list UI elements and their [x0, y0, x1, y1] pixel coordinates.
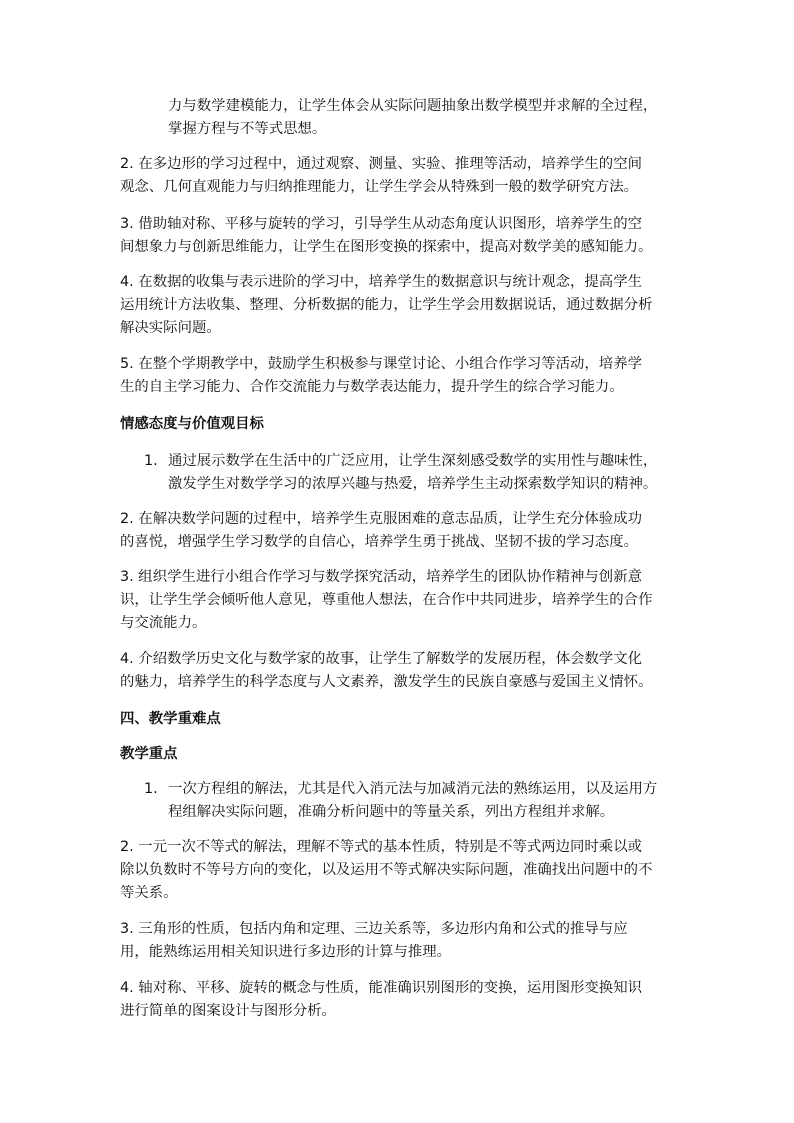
list-item: 通过展示数学在生活中的广泛应用，让学生深刻感受数学的实用性与趣味性， 激发学生对数学学习的浓厚兴趣与热爱，培养学生主动探索数学知识的精神。: [168, 453, 658, 492]
list-item: 5. 在整个学期教学中，鼓励学生积极参与课堂讨论、小组合作学习等活动，培养学 生的自主学习能力、合作交流能力与数学表达能力，提升学生的综合学习能力。: [120, 356, 642, 395]
list-item: 3. 借助轴对称、平移与旋转的学习，引导学生从动态角度认识图形，培养学生的空 间想象力与创新思维能力，让学生在图形变换的探索中，提高对数学美的感知能力。: [120, 216, 653, 255]
paragraph-continuation: 力与数学建模能力，让学生体会从实际问题抽象出数学模型并求解的全过程， 掌握方程与不等式思想。: [168, 98, 658, 137]
list-item: 4. 轴对称、平移、旋转的概念与性质，能准确识别图形的变换，运用图形变换知识 进行简单的图案设计与图形分析。: [120, 980, 642, 1019]
list-item: 一次方程组的解法，尤其是代入消元法与加减消元法的熟练运用，以及运用方 程组解决实际问题，准确分析问题中的等量关系，列出方程组并求解。: [168, 781, 658, 820]
list-item: 4. 在数据的收集与表示进阶的学习中，培养学生的数据意识与统计观念，提高学生 运用统计方法收集、整理、分析数据的能力，让学生学会用数据说话，通过数据分析 解决实际问题。: [120, 274, 653, 336]
list-item: 2. 一元一次不等式的解法，理解不等式的基本性质，特别是不等式两边同时乘以或 除以负数时不等号方向的变化，以及运用不等式解决实际问题，准确找出问题中的不 等关系。: [120, 839, 653, 901]
list-item: 2. 在多边形的学习过程中，通过观察、测量、实验、推理等活动，培养学生的空间 观念、几何直观能力与归纳推理能力，让学生学会从特殊到一般的数学研究方法。: [120, 156, 642, 195]
list-number: 1.: [144, 781, 158, 797]
section-heading-emotion: 情感态度与价值观目标: [120, 416, 264, 432]
list-item: 4. 介绍数学历史文化与数学家的故事，让学生了解数学的发展历程，体会数学文化 的魅力，培养学生的科学态度与人文素养，激发学生的民族自豪感与爱国主义情怀。: [120, 651, 653, 690]
list-item: 2. 在解决数学问题的过程中，培养学生克服困难的意志品质，让学生充分体验成功 的喜悦，增强学生学习数学的自信心，培养学生勇于挑战、坚韧不拔的学习态度。: [120, 511, 642, 550]
subsection-heading-key-points: 教学重点: [120, 746, 178, 762]
list-item: 3. 组织学生进行小组合作学习与数学探究活动，培养学生的团队协作精神与创新意 识，让学生学会倾听他人意见，尊重他人想法，在合作中共同进步，培养学生的合作 与交流能力。: [120, 569, 653, 631]
list-item: 3. 三角形的性质，包括内角和定理、三边关系等，多边形内角和公式的推导与应 用，能熟练运用相关知识进行多边形的计算与推理。: [120, 921, 628, 960]
section-heading-difficulties: 四、教学重难点: [120, 711, 221, 727]
list-number: 1.: [144, 453, 158, 469]
